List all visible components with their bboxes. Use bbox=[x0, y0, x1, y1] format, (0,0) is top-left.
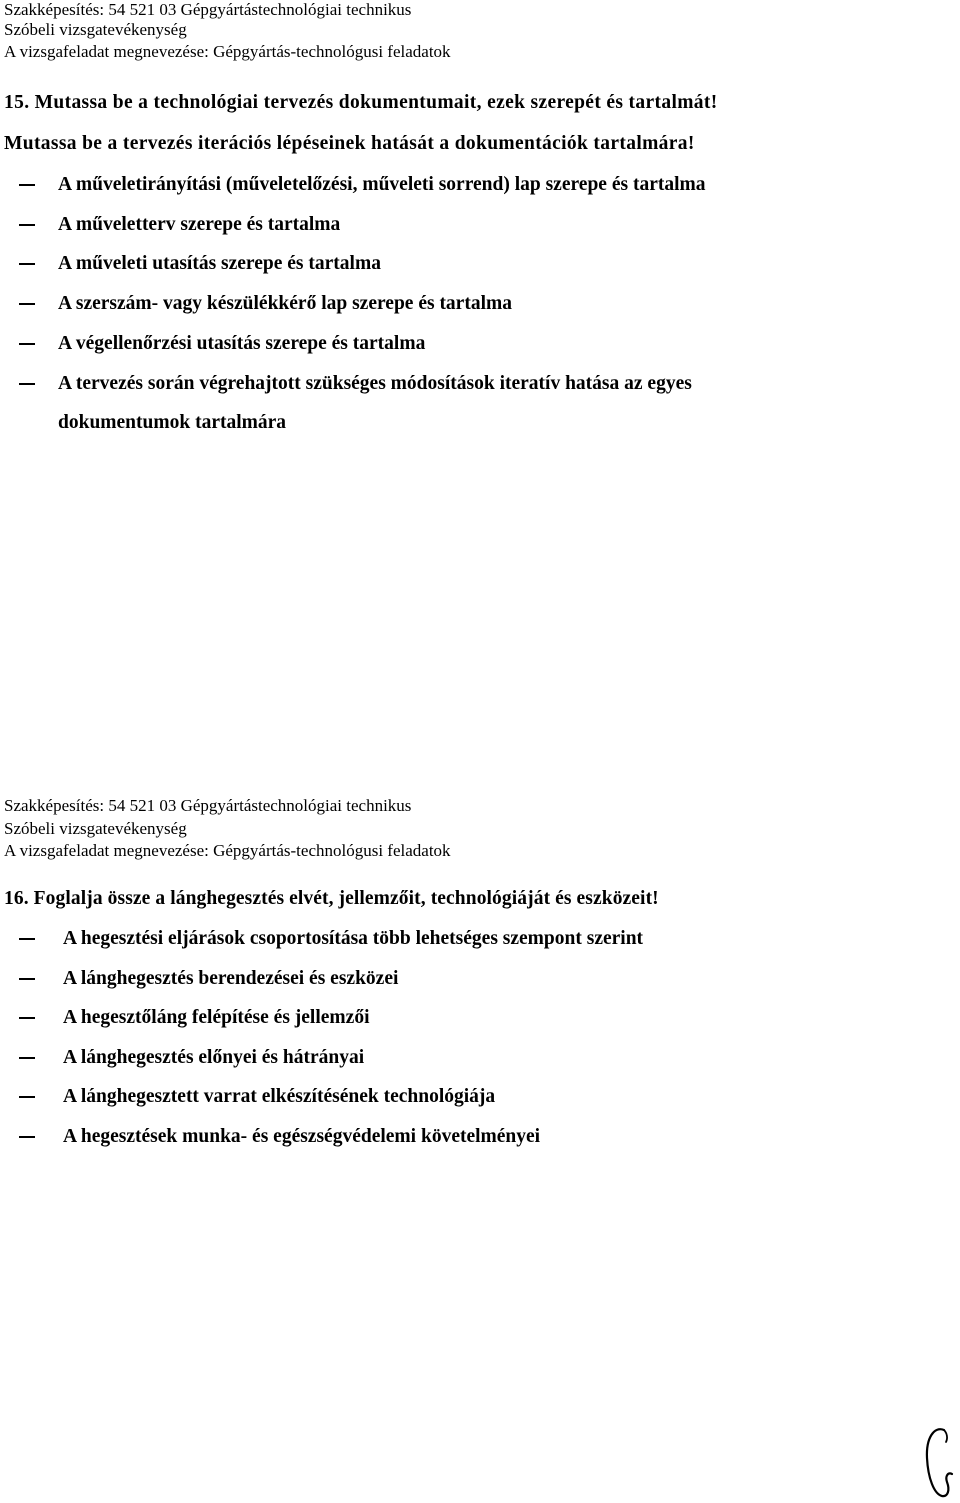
list-item-continuation: dokumentumok tartalmára bbox=[58, 412, 287, 433]
handwritten-signature-icon bbox=[920, 1424, 956, 1500]
list-item bbox=[0, 959, 960, 999]
list-item-text: A hegesztési eljárások csoportosítása több lehetséges szempont szerint bbox=[63, 928, 644, 949]
header-exam-activity: Szóbeli vizsgatevékenység bbox=[4, 819, 187, 838]
list-item bbox=[0, 1117, 960, 1157]
dash-bullet bbox=[19, 224, 35, 226]
dash-bullet bbox=[19, 383, 35, 385]
dash-bullet bbox=[19, 938, 35, 940]
question-15-line2: Mutassa be a tervezés iterációs lépéseinek hatását a dokumentációk tartalmára! bbox=[4, 133, 695, 154]
list-item bbox=[0, 284, 960, 324]
list-item bbox=[0, 205, 960, 245]
list-item-text: A tervezés során végrehajtott szükséges módosítások iteratív hatása az egyes bbox=[58, 373, 692, 394]
list-item-text: A lánghegesztés berendezései és eszközei bbox=[63, 968, 399, 989]
list-item bbox=[0, 998, 960, 1038]
question-15-line1: 15. Mutassa be a technológiai tervezés dokumentumait, ezek szerepét és tartalmát! bbox=[4, 92, 718, 113]
dash-bullet bbox=[19, 978, 35, 980]
header-task-name: A vizsgafeladat megnevezése: Gépgyártás-technológusi feladatok bbox=[4, 42, 451, 61]
list-item-text: A hegesztések munka- és egészségvédelemi követelményei bbox=[63, 1126, 541, 1147]
list-item-text: A lánghegesztés előnyei és hátrányai bbox=[63, 1047, 365, 1068]
list-item-text: A műveletterv szerepe és tartalma bbox=[58, 214, 341, 235]
list-item-text: A lánghegesztett varrat elkészítésének technológiája bbox=[63, 1086, 496, 1107]
dash-bullet bbox=[19, 1096, 35, 1098]
dash-bullet bbox=[19, 303, 35, 305]
dash-bullet bbox=[19, 1057, 35, 1059]
list-item bbox=[0, 919, 960, 959]
list-item-text: A műveleti utasítás szerepe és tartalma bbox=[58, 253, 381, 274]
header-qualification: Szakképesítés: 54 521 03 Gépgyártástechnológiai technikus bbox=[4, 0, 412, 19]
header-exam-activity: Szóbeli vizsgatevékenység bbox=[4, 20, 187, 39]
dash-bullet bbox=[19, 1136, 35, 1138]
list-item-text: A műveletirányítási (műveletelőzési, műveleti sorrend) lap szerepe és tartalma bbox=[58, 174, 706, 195]
dash-bullet bbox=[19, 1017, 35, 1019]
list-item bbox=[0, 1038, 960, 1078]
question-16: 16. Foglalja össze a lánghegesztés elvét, jellemzőit, technológiáját és eszközeit! bbox=[4, 888, 659, 909]
list-item bbox=[0, 165, 960, 205]
header-task-name: A vizsgafeladat megnevezése: Gépgyártás-technológusi feladatok bbox=[4, 841, 451, 860]
dash-bullet bbox=[19, 184, 35, 186]
dash-bullet bbox=[19, 343, 35, 345]
list-item-text: A végellenőrzési utasítás szerepe és tartalma bbox=[58, 333, 426, 354]
header-qualification: Szakképesítés: 54 521 03 Gépgyártástechnológiai technikus bbox=[4, 796, 412, 815]
list-item bbox=[0, 364, 960, 404]
dash-bullet bbox=[19, 263, 35, 265]
list-item bbox=[0, 324, 960, 364]
list-item bbox=[0, 1077, 960, 1117]
list-item bbox=[0, 244, 960, 284]
list-item-text: A szerszám- vagy készülékkérő lap szerepe és tartalma bbox=[58, 293, 512, 314]
list-item-text: A hegesztőláng felépítése és jellemzői bbox=[63, 1007, 370, 1028]
